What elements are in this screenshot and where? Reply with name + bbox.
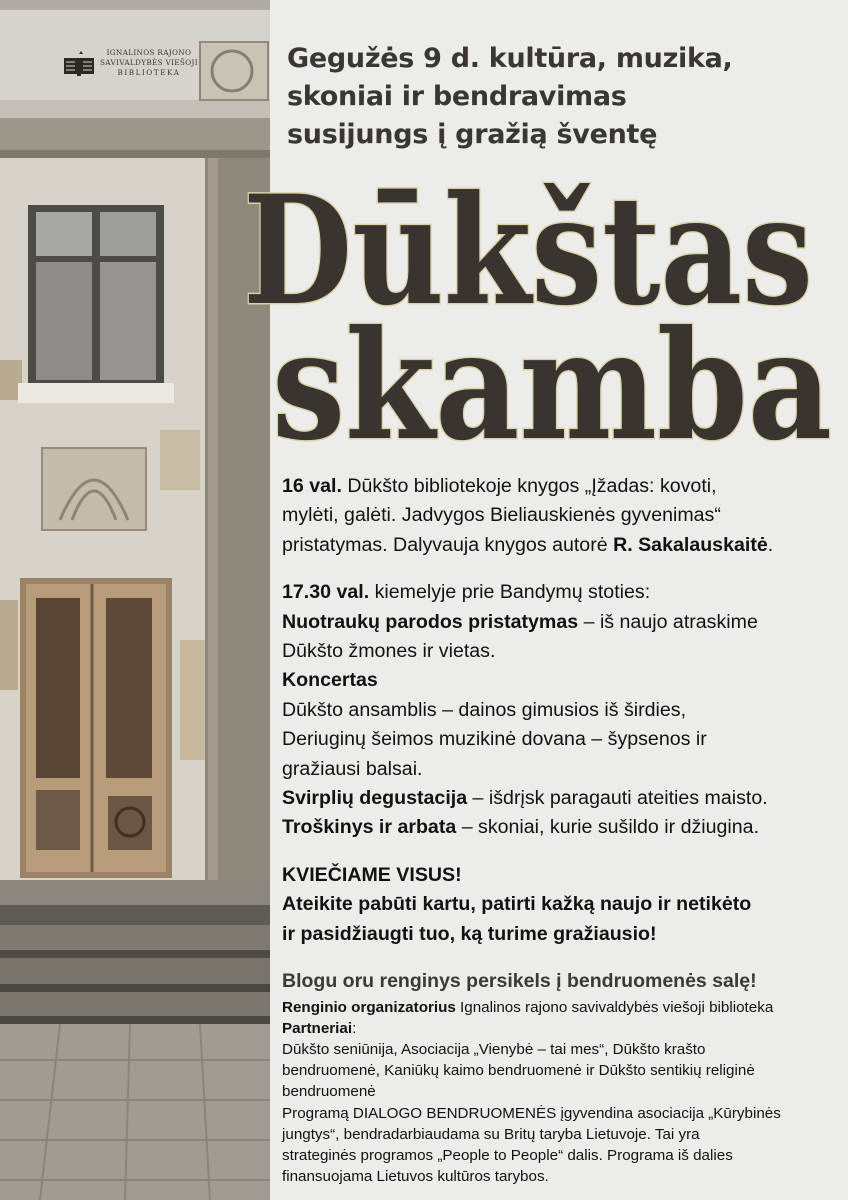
event1-text-d: .	[767, 533, 774, 556]
partners-line-2: bendruomenė, Kaniūkų kaimo bendruomenė ir Dūkšto sentikių religinė	[282, 1062, 755, 1080]
concert-title	[282, 666, 837, 695]
exhibit-line-2: Dūkšto žmones ir vietas.	[282, 640, 496, 663]
drinks-title: Troškinys ir arbata	[282, 816, 457, 839]
partners-line-3: bendruomenė	[282, 1083, 376, 1101]
exhibit-title: Nuotraukų parodos pristatymas	[282, 610, 579, 633]
event1-line-3	[282, 531, 837, 560]
book-icon	[62, 50, 96, 78]
exhibit-line-1	[282, 608, 837, 637]
headline-line-3: susijungs į gražią šventę	[287, 119, 658, 150]
organizer-name: Ignalinos rajono savivaldybės viešoji biblioteka	[455, 998, 774, 1016]
concert-line-1: Dūkšto ansamblis – dainos gimusios iš širdies,	[282, 698, 687, 721]
title-line-1: Dūkštas	[243, 163, 813, 339]
title-line-2: skamba	[272, 298, 832, 458]
headline-line-2: skoniai ir bendravimas	[287, 81, 627, 112]
event2-time: 17.30 val.	[282, 581, 370, 604]
organizer-label: Renginio organizatorius	[282, 998, 456, 1016]
headline	[287, 40, 827, 154]
library-logo	[62, 44, 202, 84]
drinks-text: – skoniai, kurie sušildo ir džiugina.	[456, 816, 760, 839]
invite-title	[282, 861, 837, 890]
invite-line-2-text: ir pasidžiaugti tuo, ką turime gražiausio!	[282, 922, 657, 945]
invite-line-2	[282, 920, 837, 949]
tasting-title: Svirplių degustacija	[282, 787, 468, 810]
partners-line-1: Dūkšto seniūnija, Asociacija „Vienybė – tai mes“, Dūkšto krašto	[282, 1040, 706, 1058]
event-details	[282, 472, 837, 1187]
logo-line-1: IGNALINOS RAJONO	[106, 48, 192, 57]
invite-title-text: KVIEČIAME VISUS!	[282, 863, 462, 886]
headline-line-1: Gegužės 9 d. kultūra, muzika,	[287, 43, 733, 74]
logo-line-3: BIBLIOTEKA	[117, 68, 181, 77]
event1-time: 16 val.	[282, 475, 342, 497]
concert-line-2: Deriuginų šeimos muzikinė dovana – šypsenos ir	[282, 728, 707, 751]
concert-title-text: Koncertas	[282, 669, 378, 692]
event2-place: kiemelyje prie Bandymų stoties:	[369, 581, 651, 604]
exhibit-text-a: – iš naujo atraskime	[578, 610, 758, 633]
invite-line-1	[282, 890, 837, 919]
drinks-line	[282, 813, 837, 842]
tasting-text: – išdrįsk paragauti ateities maisto.	[467, 787, 768, 810]
concert-line-3: gražiausi balsai.	[282, 757, 423, 780]
partners-label-line	[282, 1018, 837, 1039]
logo-line-2: SAVIVALDYBĖS VIEŠOJI	[100, 58, 198, 67]
invite-line-1-text: Ateikite pabūti kartu, patirti kažką naujo ir netikėto	[282, 893, 752, 916]
partners-label: Partneriai	[282, 1019, 353, 1037]
tasting-line	[282, 784, 837, 813]
event1-author: R. Sakalauskaitė	[613, 533, 768, 556]
event2-line-1	[282, 578, 837, 607]
program-line-1: Programą DIALOGO BENDRUOMENĖS įgyvendina asociacija „Kūrybinės	[282, 1104, 781, 1122]
program-line-2: jungtys“, bendradarbiaudama su Britų taryba Lietuvoje. Tai yra	[282, 1125, 700, 1143]
event1-line-2: mylėti, galėti. Jadvygos Bieliauskienės gyvenimas“	[282, 504, 721, 527]
partners-colon: :	[352, 1019, 357, 1037]
weather-notice: Blogu oru renginys persikels į bendruomenės salę!	[282, 970, 757, 993]
event1-text-c: pristatymas. Dalyvauja knygos autorė	[282, 533, 614, 556]
library-name	[100, 48, 198, 78]
program-line-3: strateginės programos „People to People“ dalis. Programa iš dalies	[282, 1146, 733, 1164]
organizer-line	[282, 997, 837, 1018]
event1-line-1	[282, 472, 837, 501]
event-title	[212, 158, 848, 458]
event1-text-a: Dūkšto bibliotekoje knygos „Įžadas: kovoti,	[341, 475, 717, 497]
program-line-4: finansuojama Lietuvos kultūros tarybos.	[282, 1168, 549, 1186]
